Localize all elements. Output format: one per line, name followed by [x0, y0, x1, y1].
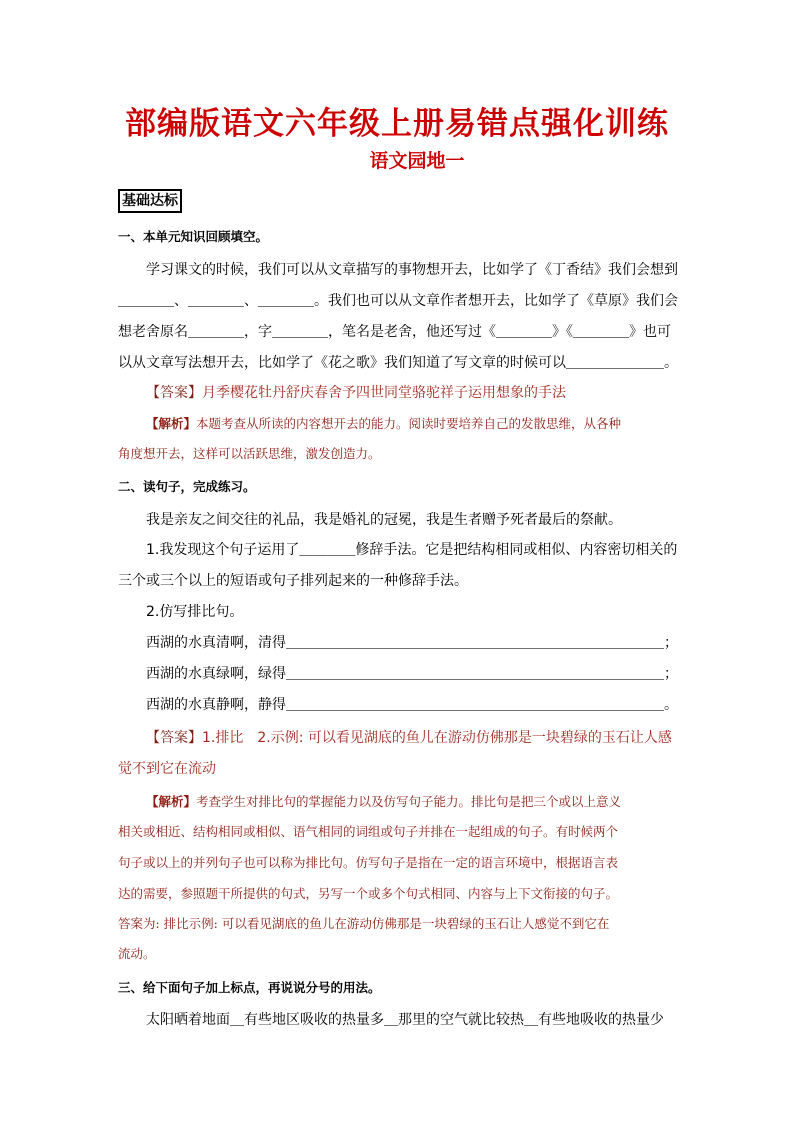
q1-line: ＿＿＿＿、＿＿＿＿、＿＿＿＿。我们也可以从文章作者想开去，比如学了《草原》我们会: [118, 293, 678, 309]
answer-text: 月季樱花牡丹舒庆春舍予四世同堂骆驼祥子运用想象的手法: [202, 385, 566, 401]
q2-explain-line: 句子或以上的并列句子也可以称为排比句。仿写句子是指在一定的语言环境中，根据语言表: [118, 855, 619, 870]
q3-heading: 三、给下面句子加上标点，再说说分号的用法。: [118, 980, 381, 995]
section-badge: 基础达标: [118, 189, 182, 213]
answer-text: 1.排比 2.示例: 可以看见湖底的鱼儿在游动仿佛那是一块碧绿的玉石让人感: [202, 730, 672, 746]
q2-fill-line: 西湖的水真绿啊，绿得＿＿＿＿＿＿＿＿＿＿＿＿＿＿＿＿＿＿＿＿＿＿＿＿＿＿＿；: [146, 666, 678, 682]
q1-explain: [146, 414, 621, 434]
q2-explain: [146, 792, 621, 812]
answer-tag: 【答案】: [146, 385, 202, 401]
document-title: 部编版语文六年级上册易错点强化训练: [125, 106, 669, 142]
q1-explain-line: 角度想开去，这样可以活跃思维，激发创造力。: [118, 446, 381, 461]
q3-line: 太阳晒着地面＿有些地区吸收的热量多＿那里的空气就比较热＿有些地吸收的热量少: [146, 1012, 664, 1028]
q2-answer-cont: 觉不到它在流动: [118, 761, 216, 777]
document-subtitle: 语文园地一: [369, 150, 465, 172]
q2-explain-line: 达的需要，参照题干所提供的句式，另写一个或多个句式相同、内容与上下文衔接的句子。: [118, 886, 619, 901]
q2-explain-line: 相关或相近、结构相同或相似、语气相同的词组或句子并排在一起组成的句子。有时候两个: [118, 824, 619, 839]
q2-heading: 二、读句子，完成练习。: [118, 479, 256, 494]
q2-item1-cont: 三个或三个以上的短语或句子排列起来的一种修辞手法。: [118, 573, 468, 589]
explain-text: 考查学生对排比句的掌握能力以及仿写句子能力。排比句是把三个或以上意义: [196, 794, 622, 809]
q2-answer: [146, 728, 672, 748]
q1-line: 以从文章写法想开去，比如学了《花之歌》我们知道了写文章的时候可以＿＿＿＿＿＿＿。: [118, 355, 678, 371]
explain-text: 本题考查从所读的内容想开去的能力。阅读时要培养自己的发散思维，从各种: [196, 416, 622, 431]
explain-tag: 【解析】: [146, 416, 197, 431]
explain-tag: 【解析】: [146, 794, 197, 809]
q1-heading: 一、本单元知识回顾填空。: [118, 229, 269, 244]
q2-item1: 1.我发现这个句子运用了＿＿＿＿修辞手法。它是把结构相同或相似、内容密切相关的: [146, 542, 678, 558]
q2-item2: 2.仿写排比句。: [146, 604, 244, 620]
q2-fill-line: 西湖的水真静啊，静得＿＿＿＿＿＿＿＿＿＿＿＿＿＿＿＿＿＿＿＿＿＿＿＿＿＿＿。: [146, 697, 678, 713]
q1-line: 学习课文的时候，我们可以从文章描写的事物想开去，比如学了《丁香结》我们会想到: [146, 262, 678, 278]
q2-sentence: 我是亲友之间交往的礼品，我是婚礼的冠冕，我是生者赠予死者最后的祭献。: [146, 512, 622, 528]
answer-tag: 【答案】: [146, 730, 202, 746]
q2-explain-line: 流动。: [118, 946, 156, 961]
q2-fill-line: 西湖的水真清啊，清得＿＿＿＿＿＿＿＿＿＿＿＿＿＿＿＿＿＿＿＿＿＿＿＿＿＿＿；: [146, 635, 678, 651]
q1-line: 想老舍原名＿＿＿＿，字＿＿＿＿，笔名是老舍，他还写过《＿＿＿＿》《＿＿＿＿》也可: [118, 324, 671, 340]
q2-explain-line: 答案为: 排比示例: 可以看见湖底的鱼儿在游动仿佛那是一块碧绿的玉石让人感觉不到它在: [118, 916, 610, 931]
q1-answer: [146, 383, 566, 403]
